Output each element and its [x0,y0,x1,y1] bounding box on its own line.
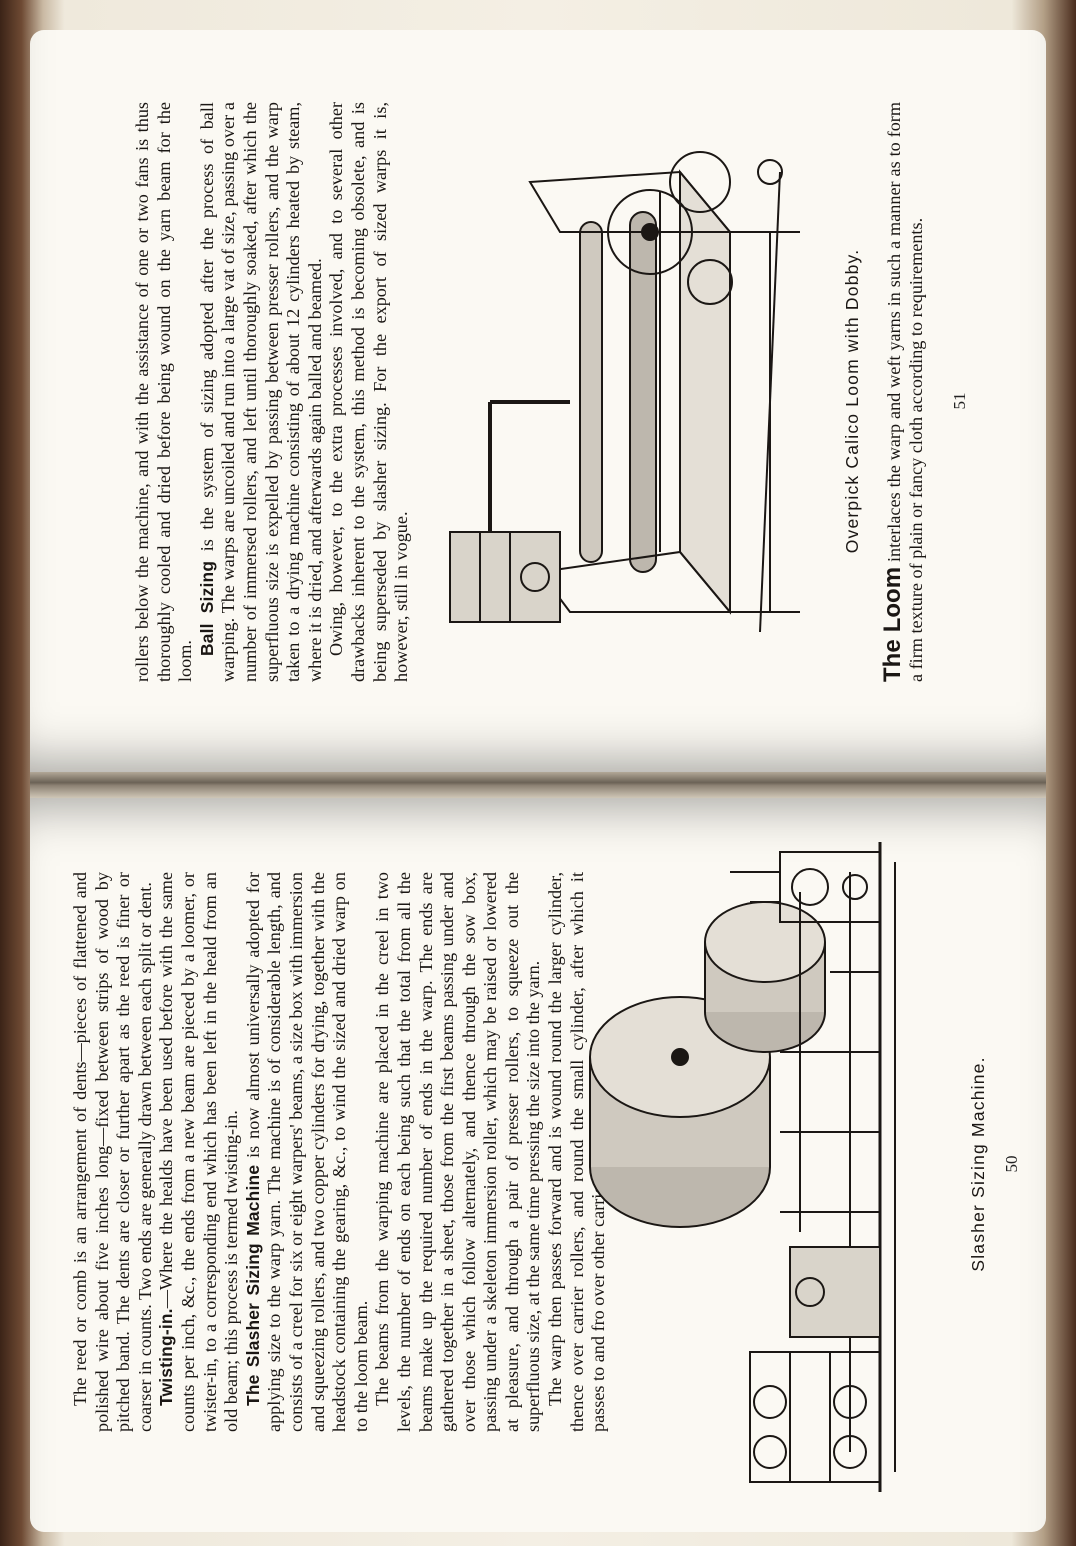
ball-sizing-paragraph [197,102,327,682]
calico-loom-illustration [430,132,820,652]
ball-sizing-text: is the system of sizing adopted after the process of ball warping. The warps are uncoiled and run into a large vat of size, passing over a number of immersed rollers, and left until thoroughly soaked, after which the superfluous size is expelled by passing between presser rollers, and the warp taken to a drying machine consisting of about 12 cylinders heated by steam, where it is dried, and afterwards again balled and beamed. [196,102,325,682]
page-number-51: 51 [950,392,969,410]
slasher-paragraph [243,872,373,1432]
slasher-sizing-machine-illustration [550,822,930,1512]
page-50 [30,796,1046,1532]
loom-text: interlaces the warp and weft yarns in such a manner as to form a firm texture of plain or fancy cloth according to requirements. [884,101,926,682]
warp-paragraph: The warp then passes forward and is wound round the larger cylinder, thence over carrier rollers, and round the small cylinder, after which it passes to and fro over other carrier [545,872,609,1432]
reed-paragraph: The reed or comb is an arrangement of dents—pieces of flattened and polished wire about five inches long—fixed between strips of wood by pitched band. The dents are closer or further apart as the reed is finer or coarser in counts. Two ends are generally drawn between each split or dent. [70,872,155,1432]
owing-paragraph: Owing, however, to the extra processes involved, and to several other drawbacks inherent to the system, this method is becoming obsolete, and is being superseded by slasher sizing. For the export of sized warps it is, however, still in vogue. [326,102,412,682]
slasher-heading: The Slasher Sizing Machine [242,1164,263,1406]
loom-paragraph [879,101,927,682]
twisting-text: —Where the healds have been used before with the same counts per inch, &c., the ends from a new beam are pieced by a loomer, or twister-in, to a corresponding end which has been left in the heald from an old beam; this process is termed twisting-in. [156,872,242,1432]
twisting-paragraph [156,872,242,1432]
text-column-right [132,102,413,682]
loom-caption: Overpick Calico Loom with Dobby. [842,248,862,554]
continued-paragraph: rollers below the machine, and with the assistance of one or two fans is thus thoroughly cooled and dried before being wound on the yarn beam for the loom. [132,102,196,682]
page-number-50: 50 [1002,1155,1021,1173]
twisting-heading: Twisting-in. [156,1308,177,1406]
slasher-text: is now almost universally adopted for applying size to the warp yarn. The machine is of considerable length, and consists of a creel for six or eight warpers' beams, a size box with immersion and squeezing rollers, and two copper cylinders for drying, together with the headstock containing the gearing, &c., to wind the sized and dried warp on to the loom beam. [242,871,371,1432]
book-gutter [30,770,1046,798]
slasher-caption: Slasher Sizing Machine. [968,1056,988,1272]
beams-paragraph: The beams from the warping machine are placed in the creel in two levels, the number of ends on each being such that the total from all the beams make up the required number of ends in the warp. The ends are gathered together in a sheet, those from the first beams passing under and over those which follow alternately, and thence through the sow box, passing under a skeleton immersion roller, which may be raised or lowered at pleasure, and through a pair of presser rollers, to squeeze out the superfluous size, at the same time pressing the size into the yarn. [372,872,544,1432]
text-column-top [70,872,610,1432]
text-column-loom [879,101,927,682]
page-51 [30,30,1046,772]
loom-heading: The Loom [879,566,906,682]
ball-sizing-heading: Ball Sizing [196,560,217,656]
